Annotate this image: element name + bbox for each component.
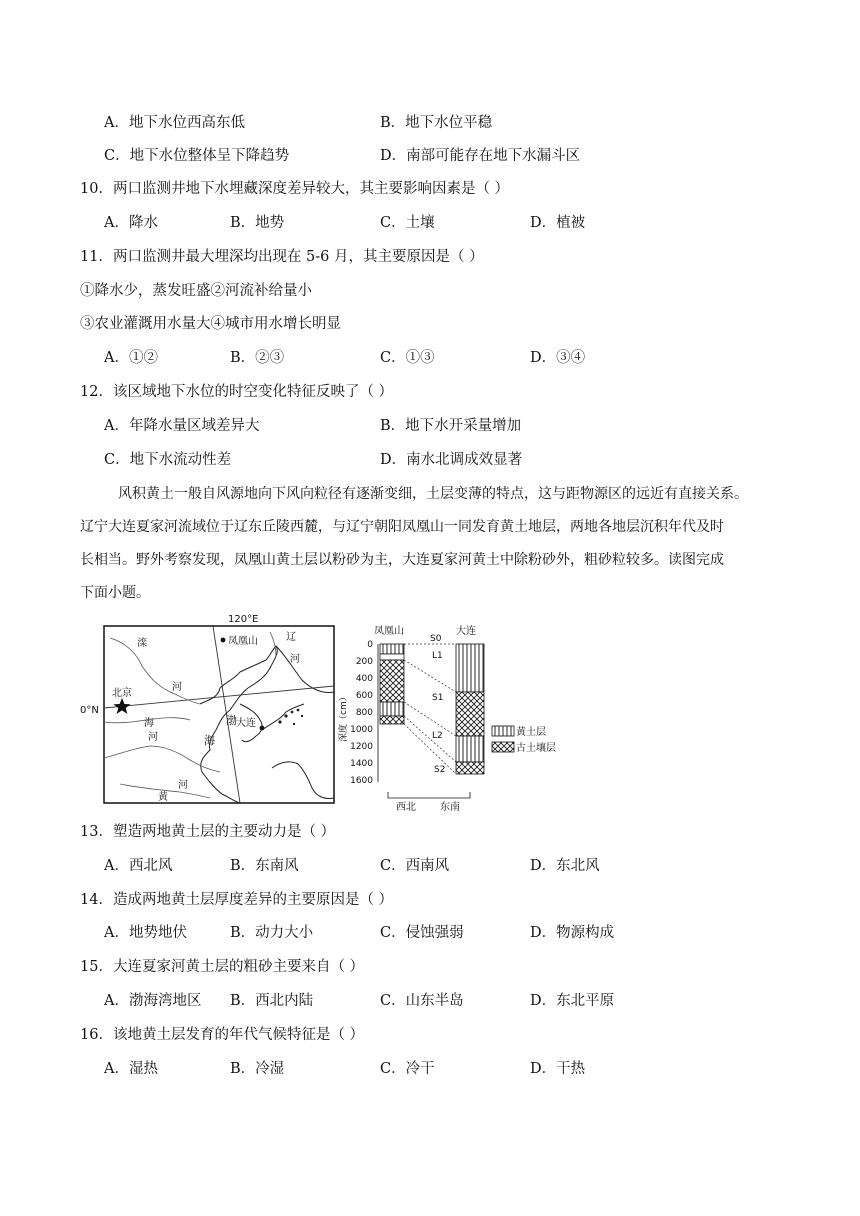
q16-option-c[interactable]: C．冷干: [380, 1061, 435, 1077]
q12-option-c[interactable]: C．地下水流动性差: [104, 452, 232, 468]
q10-stem: 10．两口监测井地下水埋藏深度差异较大，其主要影响因素是（ ）: [80, 181, 510, 197]
q9-option-a[interactable]: A．地下水位西高东低: [104, 115, 245, 131]
q12-option-b[interactable]: B．地下水开采量增加: [380, 418, 522, 434]
layer-s1: S1: [432, 693, 444, 703]
passage-line-3: 长相当。野外考察发现，凤凰山黄土层以粉砂为主，大连夏家河黄土中除粉砂外，粗砂粒较多。读图完成: [80, 552, 724, 568]
q9-option-d[interactable]: D．南部可能存在地下水漏斗区: [380, 148, 581, 164]
q16-option-d[interactable]: D．干热: [530, 1061, 586, 1077]
ytick-1200: 1200: [350, 742, 373, 752]
q11-stem: 11．两口监测井最大埋深均出现在 5-6 月，其主要原因是（ ）: [80, 249, 484, 265]
loess-profile-diagram: [339, 614, 582, 813]
q9-option-c[interactable]: C．地下水位整体呈下降趋势: [104, 148, 290, 164]
q14-option-a[interactable]: A．地势地伏: [104, 925, 187, 941]
map-fenghuangshan: 凤凰山: [228, 636, 258, 647]
q13-option-d[interactable]: D．东北风: [530, 858, 600, 874]
sea-hai: 海: [204, 734, 215, 747]
river-huang: 黄: [158, 792, 168, 803]
passage-line-1: 风积黄土一般自风源地向下风向粒径有逐渐变细，土层变薄的特点，这与距物源区的远近有直接关系。: [118, 486, 748, 502]
ytick-1600: 1600: [350, 776, 373, 786]
fenghuangshan-dot: [221, 638, 226, 643]
dl-s2: [456, 762, 484, 774]
q15-option-a[interactable]: A．渤海湾地区: [104, 993, 202, 1009]
layer-s0: S0: [430, 634, 442, 644]
q13-option-b[interactable]: B．东南风: [230, 858, 299, 874]
river-he-3: 河: [148, 732, 158, 743]
ytick-600: 600: [355, 691, 373, 701]
passage-line-4: 下面小题。: [80, 585, 150, 601]
profile-left-site: 凤凰山: [374, 626, 404, 637]
q10-option-c[interactable]: C．土壤: [380, 215, 435, 231]
river-liao: 辽: [286, 632, 296, 643]
q11-option-b[interactable]: B．②③: [230, 350, 285, 366]
fhs-l2: [380, 702, 404, 716]
fhs-s2: [380, 716, 404, 724]
q11-option-d[interactable]: D．③④: [530, 350, 586, 366]
q11-statement-1: ①降水少，蒸发旺盛②河流补给量小: [80, 283, 312, 299]
q9-option-b[interactable]: B．地下水位平稳: [380, 115, 493, 131]
ytick-800: 800: [355, 708, 373, 718]
legend-paleosol-swatch: [492, 742, 514, 752]
profile-yticks: [350, 640, 373, 786]
q12-option-a[interactable]: A．年降水量区域差异大: [104, 418, 260, 434]
q10-option-b[interactable]: B．地势: [230, 215, 285, 231]
fhs-s1: [380, 660, 404, 702]
ytick-1400: 1400: [350, 759, 373, 769]
q12-option-d[interactable]: D．南水北调成效显著: [380, 452, 523, 468]
river-luan: 滦: [137, 638, 147, 649]
dir-nw: 西北: [396, 802, 416, 813]
region-map: [80, 612, 342, 808]
legend-loess: 黄土层: [516, 727, 546, 738]
q12-stem: 12．该区域地下水位的时空变化特征反映了（ ）: [80, 384, 394, 400]
q16-stem: 16．该地黄土层发育的年代气候特征是（ ）: [80, 1027, 365, 1043]
river-he-4: 河: [178, 780, 188, 791]
q14-option-c[interactable]: C．侵蚀强弱: [380, 925, 464, 941]
q15-option-d[interactable]: D．东北平原: [530, 993, 615, 1009]
map-lon-label: 120°E: [228, 614, 259, 625]
q11-option-a[interactable]: A．①②: [104, 350, 158, 366]
profile-right-site: 大连: [456, 626, 476, 637]
dl-s1: [456, 692, 484, 736]
map-beijing: 北京: [112, 688, 132, 699]
q13-stem: 13．塑造两地黄土层的主要动力是（ ）: [80, 824, 336, 840]
q11-option-c[interactable]: C．①③: [380, 350, 435, 366]
q16-option-a[interactable]: A．湿热: [104, 1061, 158, 1077]
fhs-s0: [380, 644, 404, 654]
q16-option-b[interactable]: B．冷湿: [230, 1061, 285, 1077]
ytick-0: 0: [367, 640, 373, 650]
sea-bo: 渤: [226, 714, 237, 727]
ytick-400: 400: [355, 674, 373, 684]
q14-option-b[interactable]: B．动力大小: [230, 925, 314, 941]
layer-l2: L2: [432, 731, 443, 741]
ytick-200: 200: [355, 657, 373, 667]
legend-loess-swatch: [492, 726, 514, 736]
q11-statement-2: ③农业灌溉用水量大④城市用水增长明显: [80, 316, 341, 332]
layer-l1: L1: [432, 651, 443, 661]
q14-stem: 14．造成两地黄土层厚度差异的主要原因是（ ）: [80, 892, 394, 908]
layer-s2: S2: [434, 765, 446, 775]
map-lat-label: 0°N: [80, 705, 99, 716]
q15-option-b[interactable]: B．西北内陆: [230, 993, 314, 1009]
q10-option-a[interactable]: A．降水: [104, 215, 158, 231]
dl-l1: [456, 644, 484, 692]
passage-line-2: 辽宁大连夏家河流域位于辽东丘陵西麓，与辽宁朝阳凤凰山一同发育黄土地层，两地各地层沉积年代及时: [80, 519, 724, 535]
q14-option-d[interactable]: D．物源构成: [530, 925, 615, 941]
dir-se: 东南: [440, 802, 460, 813]
river-hai: 海: [144, 718, 154, 729]
dalian-dot: [260, 726, 265, 731]
legend-paleosol: 古土壤层: [516, 743, 556, 754]
river-he-1: 河: [172, 682, 182, 693]
dl-l2: [456, 736, 484, 762]
q15-option-c[interactable]: C．山东半岛: [380, 993, 464, 1009]
q15-stem: 15．大连夏家河黄土层的粗砂主要来自（ ）: [80, 959, 365, 975]
ytick-1000: 1000: [350, 725, 373, 735]
q13-option-a[interactable]: A．西北风: [104, 858, 173, 874]
map-dalian: 大连: [236, 718, 256, 729]
profile-ylabel: 深度（cm）: [339, 692, 349, 742]
q10-option-d[interactable]: D．植被: [530, 215, 586, 231]
q13-option-c[interactable]: C．西南风: [380, 858, 450, 874]
river-he-2: 河: [290, 654, 300, 665]
